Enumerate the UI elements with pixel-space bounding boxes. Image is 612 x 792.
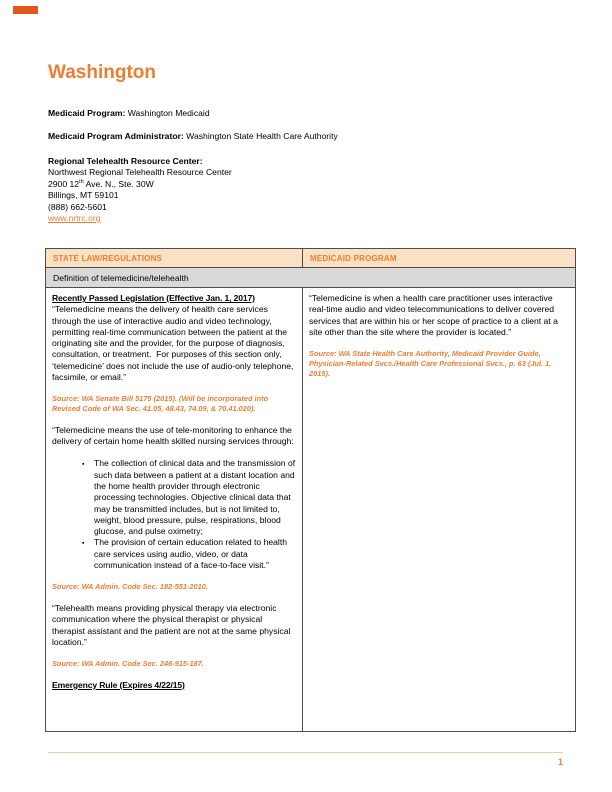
- resource-center-phone: (888) 662-5601: [48, 201, 107, 212]
- resource-center-name: Northwest Regional Telehealth Resource Center: [48, 167, 232, 178]
- footer-divider-line: [48, 752, 563, 753]
- address-street-rest: Ave. N., Ste. 30W: [83, 178, 154, 189]
- tele-monitoring-paragraph: “Telemedicine means the use of tele-monitoring to enhance the delivery of certain home health skilled nursing services through:: [52, 424, 294, 447]
- medicaid-program-line: [48, 108, 210, 119]
- address-street-number: 2900 12: [48, 178, 80, 189]
- medicaid-admin-line: [48, 131, 338, 142]
- bullet-education: ▪ The provision of certain education related to health care services using audio, video, or data communication instead of a face-to-face visit.”: [52, 537, 296, 571]
- table-header-row: [46, 249, 575, 268]
- corner-brand-mark: [13, 6, 38, 14]
- table-body-row: [46, 288, 575, 731]
- medicaid-program-value: Washington Medicaid: [127, 108, 210, 118]
- table-section-definition: Definition of telemedicine/telehealth: [46, 268, 575, 288]
- table-header-medicaid-program: MEDICAID PROGRAM: [310, 254, 397, 263]
- regulations-table: [45, 248, 576, 732]
- recently-passed-legislation-heading: Recently Passed Legislation (Effective Jan. 1, 2017): [52, 293, 255, 303]
- telehealth-physical-therapy-paragraph: “Telehealth means providing physical therapy via electronic communication where the physical therapist or physical therapist assistant and the patient are not at the same physical location.”: [52, 603, 291, 647]
- medicaid-admin-label: Medicaid Program Administrator:: [48, 131, 184, 141]
- source-senate-bill: Source: WA Senate Bill 5175 (2015). (Will be incorporated into Revised Code of WA Sec. 41.05, 48.43, 74.09, & 70.41.020).: [52, 394, 269, 414]
- resource-center-city: Billings, MT 59101: [48, 190, 119, 201]
- state-law-cell: [46, 288, 303, 731]
- resource-center-label: Regional Telehealth Resource Center:: [48, 156, 203, 166]
- page-number: 1: [557, 757, 563, 767]
- medicaid-program-label: Medicaid Program:: [48, 108, 126, 118]
- medicaid-admin-value: Washington State Health Care Authority: [186, 131, 338, 141]
- resource-center-address: [48, 179, 232, 190]
- resource-center-block: [48, 156, 232, 224]
- telemedicine-definition-paragraph: “Telemedicine means the delivery of health care services through the use of interactive audio and video technology, permitting real-time communication between the patient at the originating site and the provider, for the purpose of diagnosis, consultation, or treatment. For purposes of this section only, ‘telemedicine’ does not include the use of audio-only telephone, facsimile, or email.”: [52, 304, 294, 383]
- bullet-clinical-data: ▪ The collection of clinical data and the transmission of such data between a patient at a distant location and the home health provider through electronic processing technologies. Objective clinical data that may be transmitted includes, but is not limited to, weight, blood pressure, pulse, respirations, blood glucose, and pulse oximetry;: [52, 458, 296, 537]
- medicaid-telemedicine-paragraph: “Telemedicine is when a health care practitioner uses interactive real-time audio and video telecommunications to deliver covered services that are within his or her scope of practice to a client at a site other than the site where the provider is located.”: [309, 293, 558, 337]
- table-header-state-law: STATE LAW/REGULATIONS: [46, 249, 303, 267]
- source-admin-code-246: Source: WA Admin. Code Sec. 246-915-187.: [52, 659, 204, 669]
- emergency-rule-heading: Emergency Rule (Expires 4/22/15): [52, 679, 185, 690]
- page-title: Washington: [48, 62, 156, 83]
- tele-monitoring-bullet-list: [52, 458, 296, 571]
- source-admin-code-182: Source: WA Admin. Code Sec. 182-551-2010.: [52, 582, 208, 592]
- source-hca-provider-guide: Source: WA State Health Care Authority, Medicaid Provider Guide, Physician-Related Svcs./Health Care Professional Svcs., p. 63 (Jul. 1, 2015).: [309, 349, 552, 378]
- address-ordinal: th: [79, 178, 84, 185]
- medicaid-program-cell: [303, 288, 575, 731]
- resource-center-website-link[interactable]: www.nrtrc.org: [48, 213, 101, 224]
